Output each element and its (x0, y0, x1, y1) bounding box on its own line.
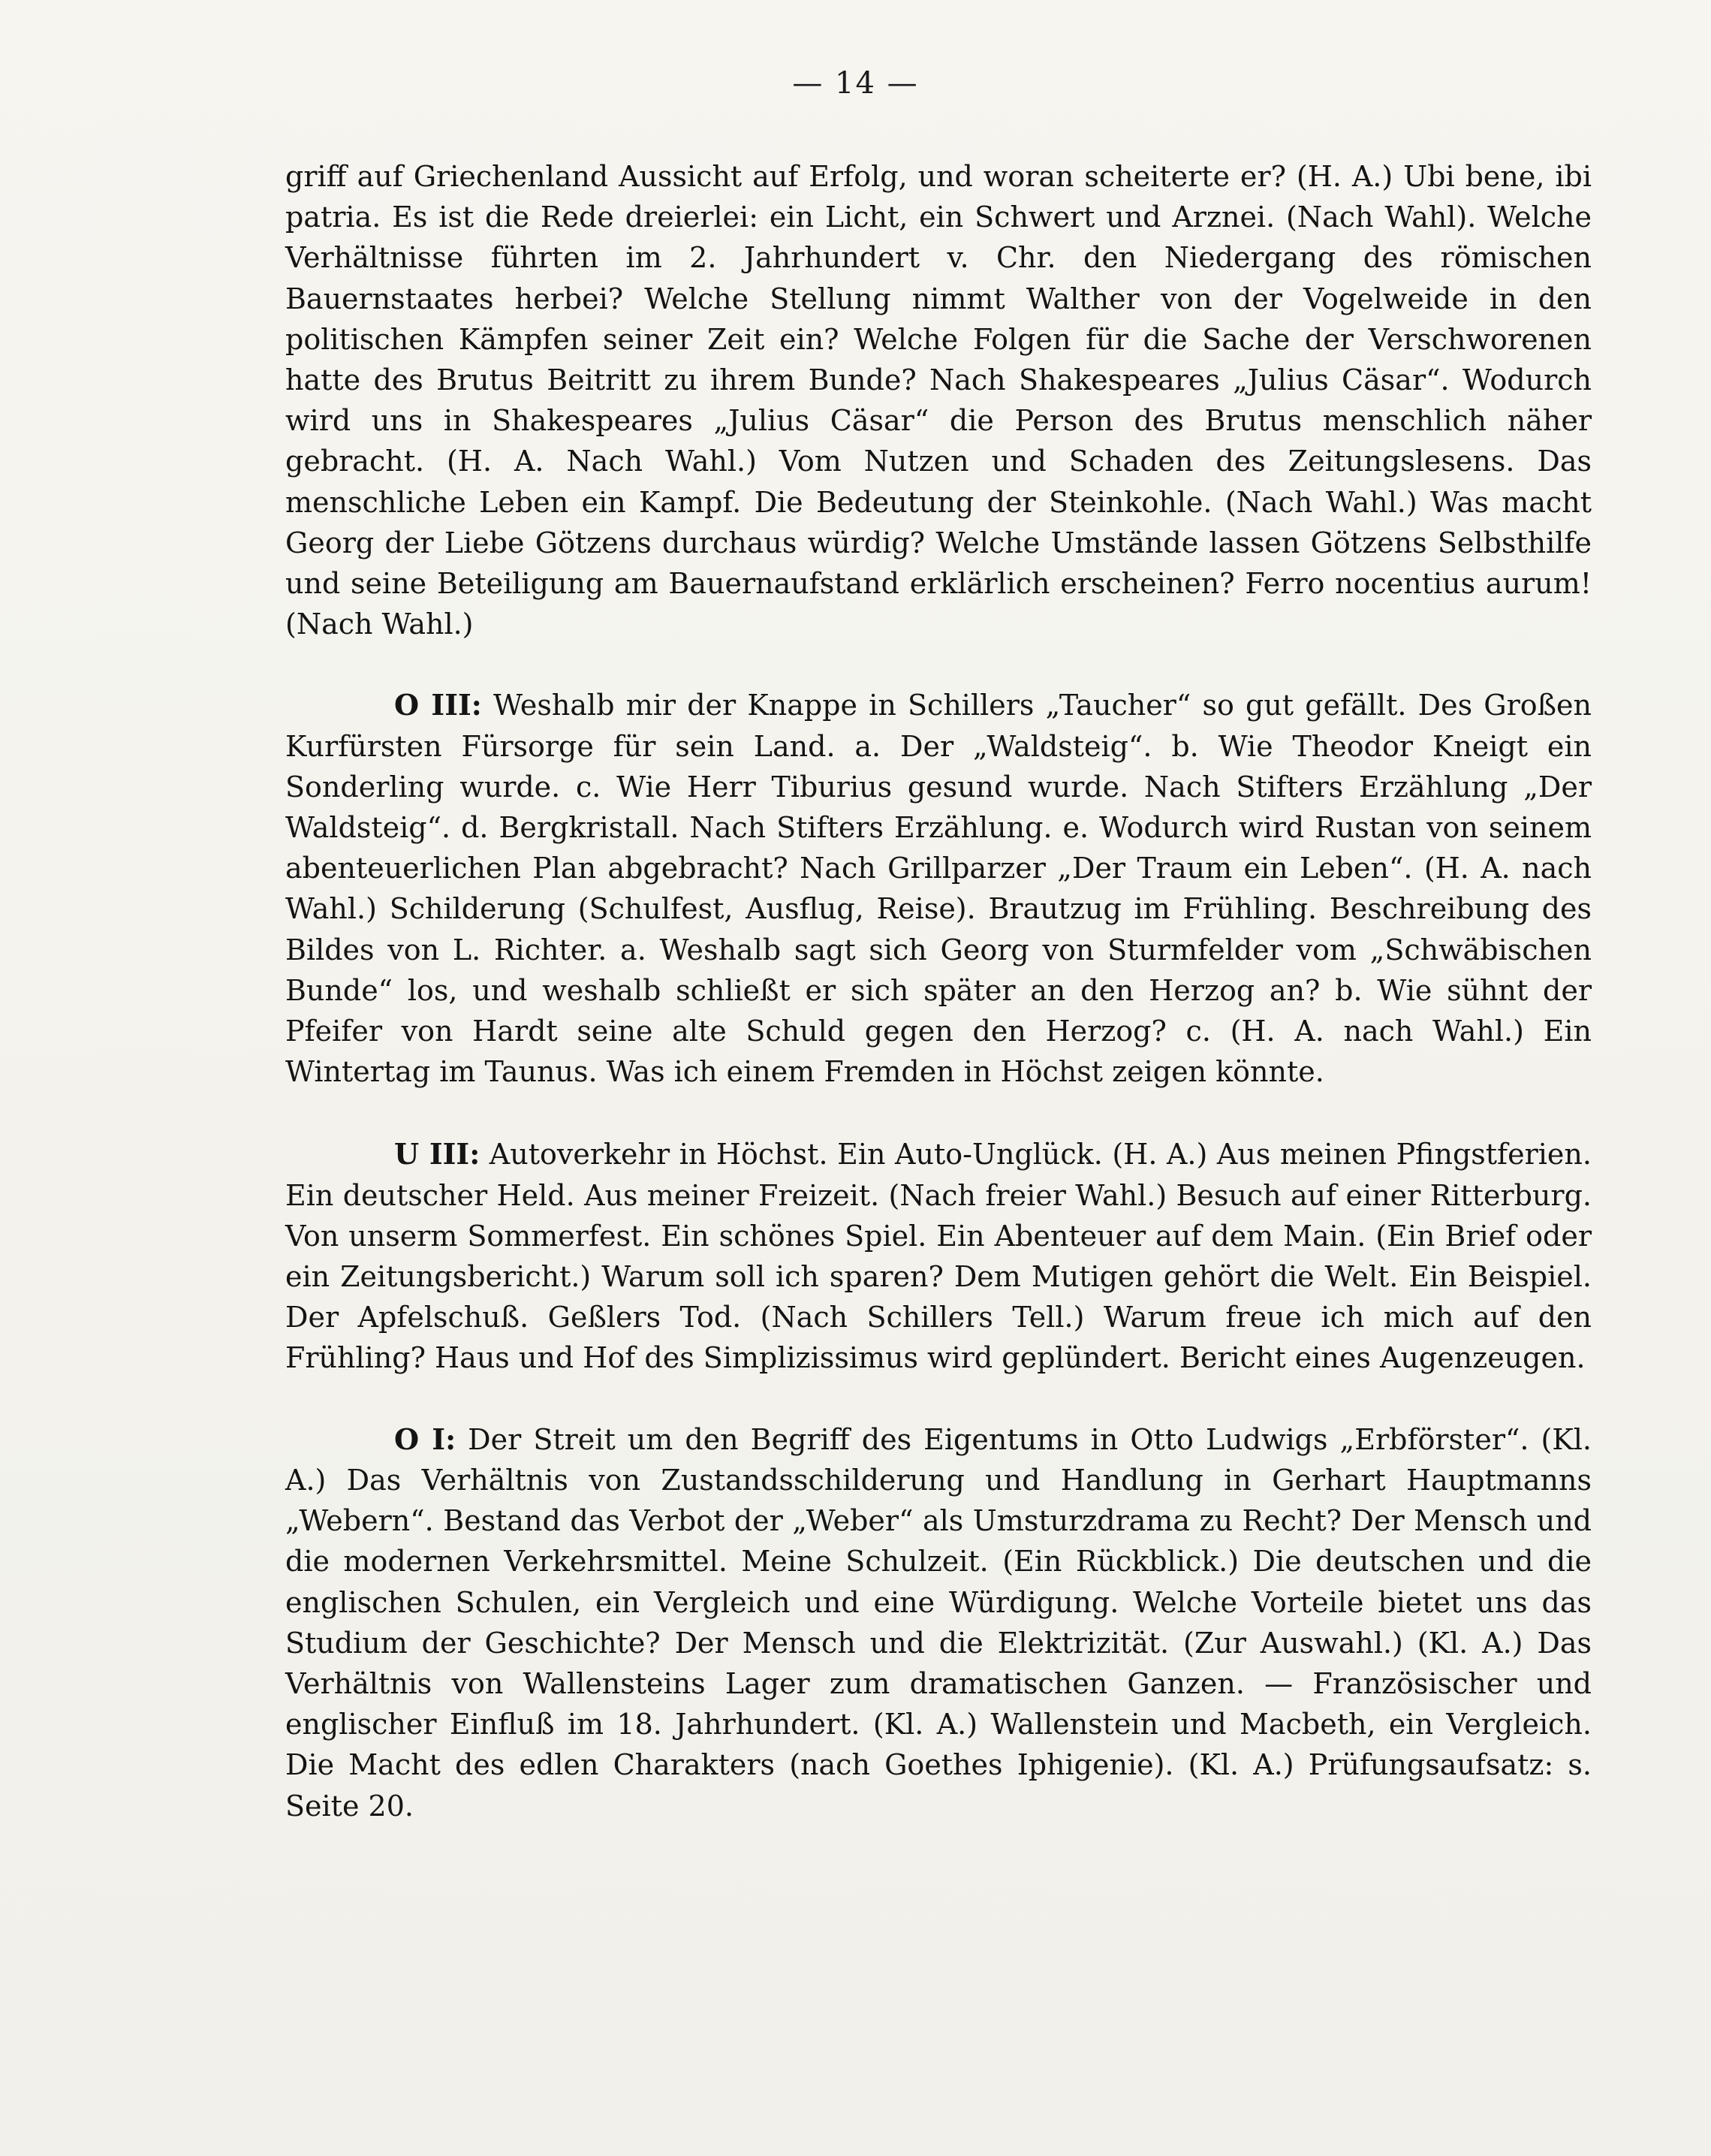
paragraph-text: griff auf Griechenland Aussicht auf Erfolg, und woran scheiterte er? (H. A.) Ubi bene, ibi patria. Es ist die Rede dreierlei: ein Licht, ein Schwert und Arznei. (Nach Wahl). Welche Verhältnisse führten im 2. Jahrhundert v. Chr. den Niedergang des römischen Bauernstaates herbei? Welche Stellung nimmt Walther von der Vogelweide in den politischen Kämpfen seiner Zeit ein? Welche Folgen für die Sache der Verschworenen hatte des Brutus Beitritt zu ihrem Bunde? Nach Shakespeares „Julius Cäsar“. Wodurch wird uns in Shakespeares „Julius Cäsar“ die Person des Brutus menschlich näher gebracht. (H. A. Nach Wahl.) Vom Nutzen und Schaden des Zeitungslesens. Das menschliche Leben ein Kampf. Die Bedeutung der Steinkohle. (Nach Wahl.) Was macht Georg der Liebe Götzens durchaus würdig? Welche Umstände lassen Götzens Selbsthilfe und seine Beteiligung am Bauernaufstand erklärlich erscheinen? Ferro nocentius aurum! (Nach Wahl.) (285, 160, 1592, 641)
class-label-o-i: O I: (394, 1422, 456, 1456)
paragraph-o-i (285, 1419, 1592, 1826)
paragraph-text: Autoverkehr in Höchst. Ein Auto-Unglück. (H. A.) Aus meinen Pfingstferien. Ein deutscher Held. Aus meiner Freizeit. (Nach freier Wahl.) Besuch auf einer Ritterburg. Von unserm Sommerfest. Ein schönes Spiel. Ein Abenteuer auf dem Main. (Ein Brief oder ein Zeitungsbericht.) Warum soll ich sparen? Dem Mutigen gehört die Welt. Ein Beispiel. Der Apfelschuß. Geßlers Tod. (Nach Schillers Tell.) Warum freue ich mich auf den Frühling? Haus und Hof des Simplizissimus wird geplündert. Bericht eines Augenzeugen. (285, 1138, 1592, 1375)
paragraph-text: Weshalb mir der Knappe in Schillers „Taucher“ so gut gefällt. Des Großen Kurfürsten Fürsorge für sein Land. a. Der „Waldsteig“. b. Wie Theodor Kneigt ein Sonderling wurde. c. Wie Herr Tiburius gesund wurde. Nach Stifters Erzählung „Der Waldsteig“. d. Bergkristall. Nach Stifters Erzählung. e. Wodurch wird Rustan von seinem abenteuerlichen Plan abgebracht? Nach Grillparzer „Der Traum ein Leben“. (H. A. nach Wahl.) Schilderung (Schulfest, Ausflug, Reise). Brautzug im Frühling. Beschreibung des Bildes von L. Richter. a. Weshalb sagt sich Georg von Sturmfelder vom „Schwäbischen Bunde“ los, und weshalb schließt er sich später an den Herzog an? b. Wie sühnt der Pfeifer von Hardt seine alte Schuld gegen den Herzog? c. (H. A. nach Wahl.) Ein Wintertag im Taunus. Was ich einem Fremden in Höchst zeigen könnte. (285, 689, 1592, 1089)
class-label-o-iii: O III: (394, 688, 482, 722)
paragraph-u-iii (285, 1134, 1592, 1378)
paragraph-text: Der Streit um den Begriff des Eigentums in Otto Ludwigs „Erbförster“. (Kl. A.) Das Verhältnis von Zustandsschilderung und Handlung in Gerhart Hauptmanns „Webern“. Bestand das Verbot der „Weber“ als Umsturzdrama zu Recht? Der Mensch und die modernen Verkehrsmittel. Meine Schulzeit. (Ein Rückblick.) Die deutschen und die englischen Schulen, ein Vergleich und eine Würdigung. Welche Vorteile bietet uns das Studium der Geschichte? Der Mensch und die Elektrizität. (Zur Auswahl.) (Kl. A.) Das Verhältnis von Wallensteins Lager zum dramatischen Ganzen. — Französischer und englischer Einfluß im 18. Jahrhundert. (Kl. A.) Wallenstein und Macbeth, ein Vergleich. Die Macht des edlen Charakters (nach Goethes Iphigenie). (Kl. A.) Prüfungsaufsatz: s. Seite 20. (285, 1422, 1592, 1823)
document-body (285, 156, 1592, 1826)
paragraph-continuation (285, 156, 1592, 644)
paragraph-o-iii (285, 685, 1592, 1092)
page-number: — 14 — (792, 66, 919, 101)
class-label-u-iii: U III: (394, 1137, 480, 1171)
